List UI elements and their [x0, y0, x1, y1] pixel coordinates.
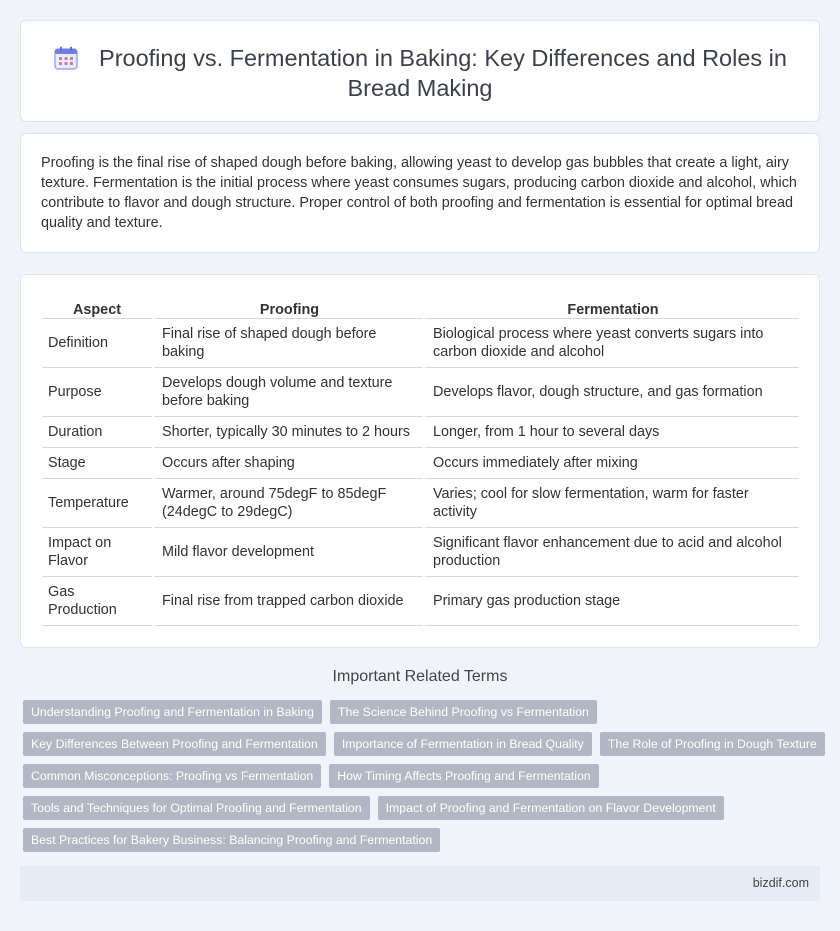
intro-paragraph: Proofing is the final rise of shaped dough before baking, allowing yeast to develop gas bubbles that create a light, airy texture. Fermentation is the initial process where yeast consumes sugars, producing carbon dioxide and alcohol, which contribute to flavor and dough structure. Proper control of both proofing and fermentation is essential for optimal bread quality and texture.	[41, 155, 797, 231]
column-header-proofing: Proofing	[152, 295, 423, 319]
cell-aspect: Duration	[42, 417, 152, 448]
related-term-tag[interactable]: Understanding Proofing and Fermentation in Baking	[23, 700, 322, 724]
related-term-tag[interactable]: The Role of Proofing in Dough Texture	[600, 732, 825, 756]
cell-proofing: Occurs after shaping	[152, 448, 423, 479]
cell-proofing: Final rise from trapped carbon dioxide	[152, 577, 423, 626]
tag-row	[23, 764, 813, 788]
table-row	[42, 368, 799, 417]
column-header-fermentation: Fermentation	[423, 295, 799, 319]
cell-aspect: Impact on Flavor	[42, 528, 152, 577]
comparison-card	[20, 274, 820, 648]
table-row	[42, 417, 799, 448]
table-row	[42, 528, 799, 577]
cell-fermentation: Significant flavor enhancement due to acid and alcohol production	[423, 528, 799, 577]
footer-site-link[interactable]: bizdif.com	[752, 876, 809, 890]
related-term-tag[interactable]: The Science Behind Proofing vs Fermentation	[330, 700, 597, 724]
related-term-tag[interactable]: Tools and Techniques for Optimal Proofing and Fermentation	[23, 796, 370, 820]
cell-aspect: Temperature	[42, 479, 152, 528]
comparison-table	[42, 295, 799, 626]
table-header-row	[42, 295, 799, 319]
tag-row	[23, 796, 813, 820]
related-term-tag[interactable]: Common Misconceptions: Proofing vs Fermentation	[23, 764, 321, 788]
related-term-tag[interactable]: How Timing Affects Proofing and Fermentation	[329, 764, 598, 788]
footer-bar	[20, 866, 820, 901]
cell-fermentation: Varies; cool for slow fermentation, warm for faster activity	[423, 479, 799, 528]
cell-fermentation: Develops flavor, dough structure, and gas formation	[423, 368, 799, 417]
cell-aspect: Stage	[42, 448, 152, 479]
cell-aspect: Purpose	[42, 368, 152, 417]
cell-fermentation: Primary gas production stage	[423, 577, 799, 626]
table-row	[42, 577, 799, 626]
cell-fermentation: Longer, from 1 hour to several days	[423, 417, 799, 448]
related-terms-heading: Important Related Terms	[332, 668, 508, 685]
intro-card	[20, 133, 820, 253]
cell-proofing: Mild flavor development	[152, 528, 423, 577]
table-row	[42, 319, 799, 368]
related-term-tag[interactable]: Best Practices for Bakery Business: Balancing Proofing and Fermentation	[23, 828, 440, 852]
cell-proofing: Final rise of shaped dough before baking	[152, 319, 423, 368]
related-term-tag[interactable]: Impact of Proofing and Fermentation on Flavor Development	[378, 796, 724, 820]
cell-aspect: Gas Production	[42, 577, 152, 626]
page-title	[51, 43, 789, 103]
related-terms-list	[23, 700, 817, 860]
related-term-tag[interactable]: Importance of Fermentation in Bread Quality	[334, 732, 592, 756]
column-header-aspect: Aspect	[42, 295, 152, 319]
cell-fermentation: Biological process where yeast converts sugars into carbon dioxide and alcohol	[423, 319, 799, 368]
table-row	[42, 448, 799, 479]
cell-aspect: Definition	[42, 319, 152, 368]
tag-row	[23, 700, 813, 724]
cell-proofing: Warmer, around 75degF to 85degF (24degC to 29degC)	[152, 479, 423, 528]
page-title-text: Proofing vs. Fermentation in Baking: Key Differences and Roles in Bread Making	[99, 45, 787, 101]
tag-row	[23, 732, 817, 756]
cell-proofing: Develops dough volume and texture before baking	[152, 368, 423, 417]
tag-row	[23, 828, 813, 852]
cell-proofing: Shorter, typically 30 minutes to 2 hours	[152, 417, 423, 448]
table-row	[42, 479, 799, 528]
related-term-tag[interactable]: Key Differences Between Proofing and Fermentation	[23, 732, 326, 756]
calendar-icon	[53, 45, 79, 71]
cell-fermentation: Occurs immediately after mixing	[423, 448, 799, 479]
header-card	[20, 20, 820, 122]
